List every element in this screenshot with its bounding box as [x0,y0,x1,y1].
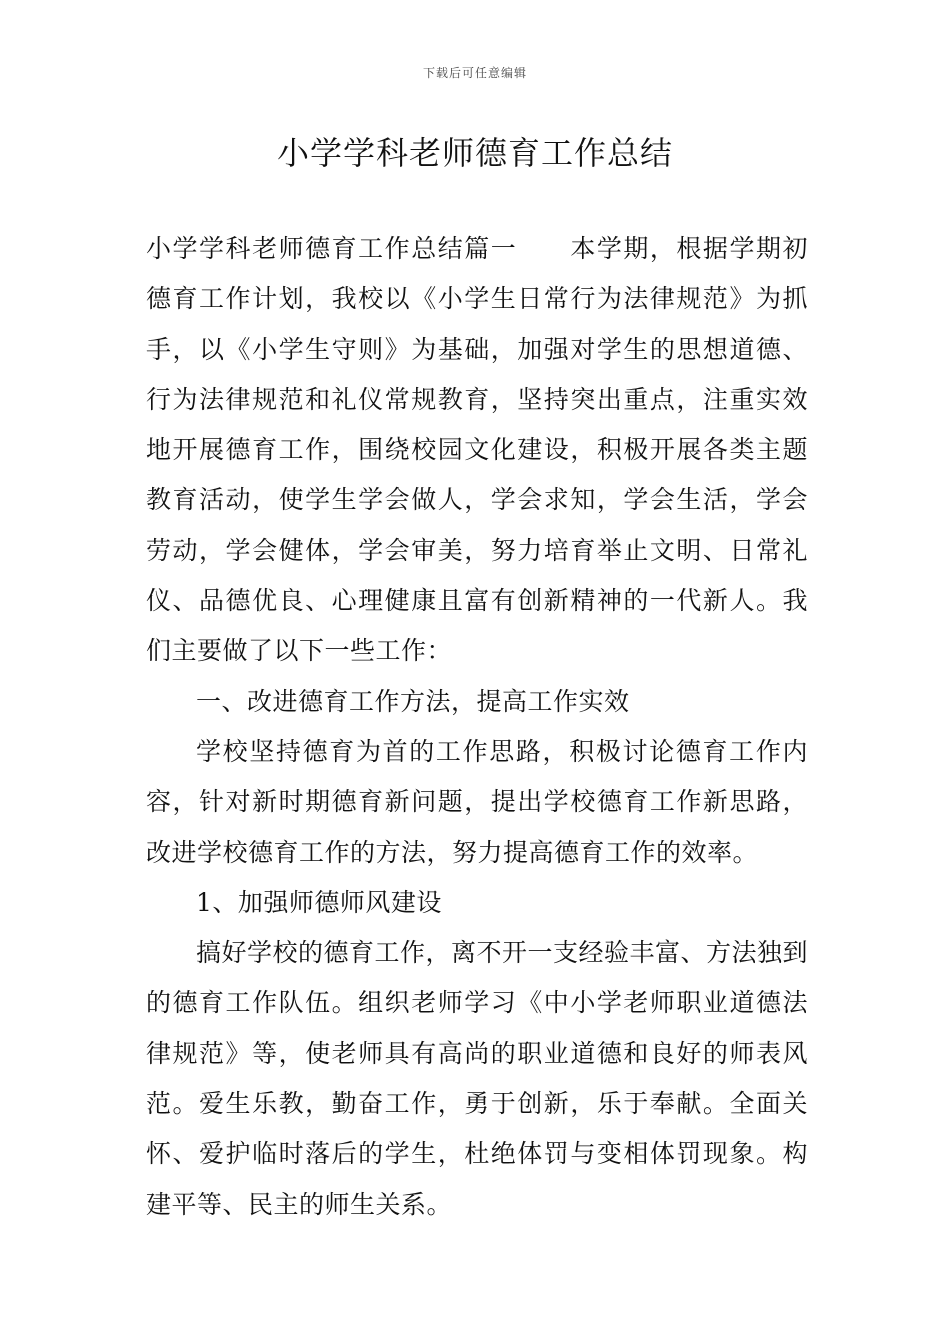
section-paragraph: 学校坚持德育为首的工作思路，积极讨论德育工作内容，针对新时期德育新问题，提出学校德育工作新思路，改进学校德育工作的方法，努力提高德育工作的效率。 [146,736,808,867]
header-note: 下载后可任意编辑 [422,66,527,80]
intro-paragraph [146,224,808,677]
document-body [146,224,808,1230]
intro-text: 本学期，根据学期初德育工作计划，我校以《小学生日常行为法律规范》为抓手，以《小学生守则》为基础，加强对学生的思想道德、行为法律规范和礼仪常规教育，坚持突出重点，注重实效地开展德育工作，围绕校园文化建设，积极开展各类主题教育活动，使学生学会做人，学会求知，学会生活，学会劳动，学会健体，学会审美，努力培育举止文明、日常礼仪、品德优良、心理健康且富有创新精神的一代新人。我们主要做了以下一些工作： [146,234,808,666]
section-heading: 一、改进德育工作方法，提高工作实效 [196,686,630,716]
subsection-paragraph: 搞好学校的德育工作，离不开一支经验丰富、方法独到的德育工作队伍。组织老师学习《中小学老师职业道德法律规范》等，使老师具有高尚的职业道德和良好的师表风范。爱生乐教，勤奋工作，勇于创新，乐于奉献。全面关怀、爱护临时落后的学生，杜绝体罚与变相体罚现象。构建平等、民主的师生关系。 [146,938,809,1219]
intro-heading: 小学学科老师德育工作总结篇一 [146,234,518,263]
subsection-heading: 1、加强师德师风建设 [196,887,442,917]
document-title: 小学学科老师德育工作总结 [276,134,673,172]
